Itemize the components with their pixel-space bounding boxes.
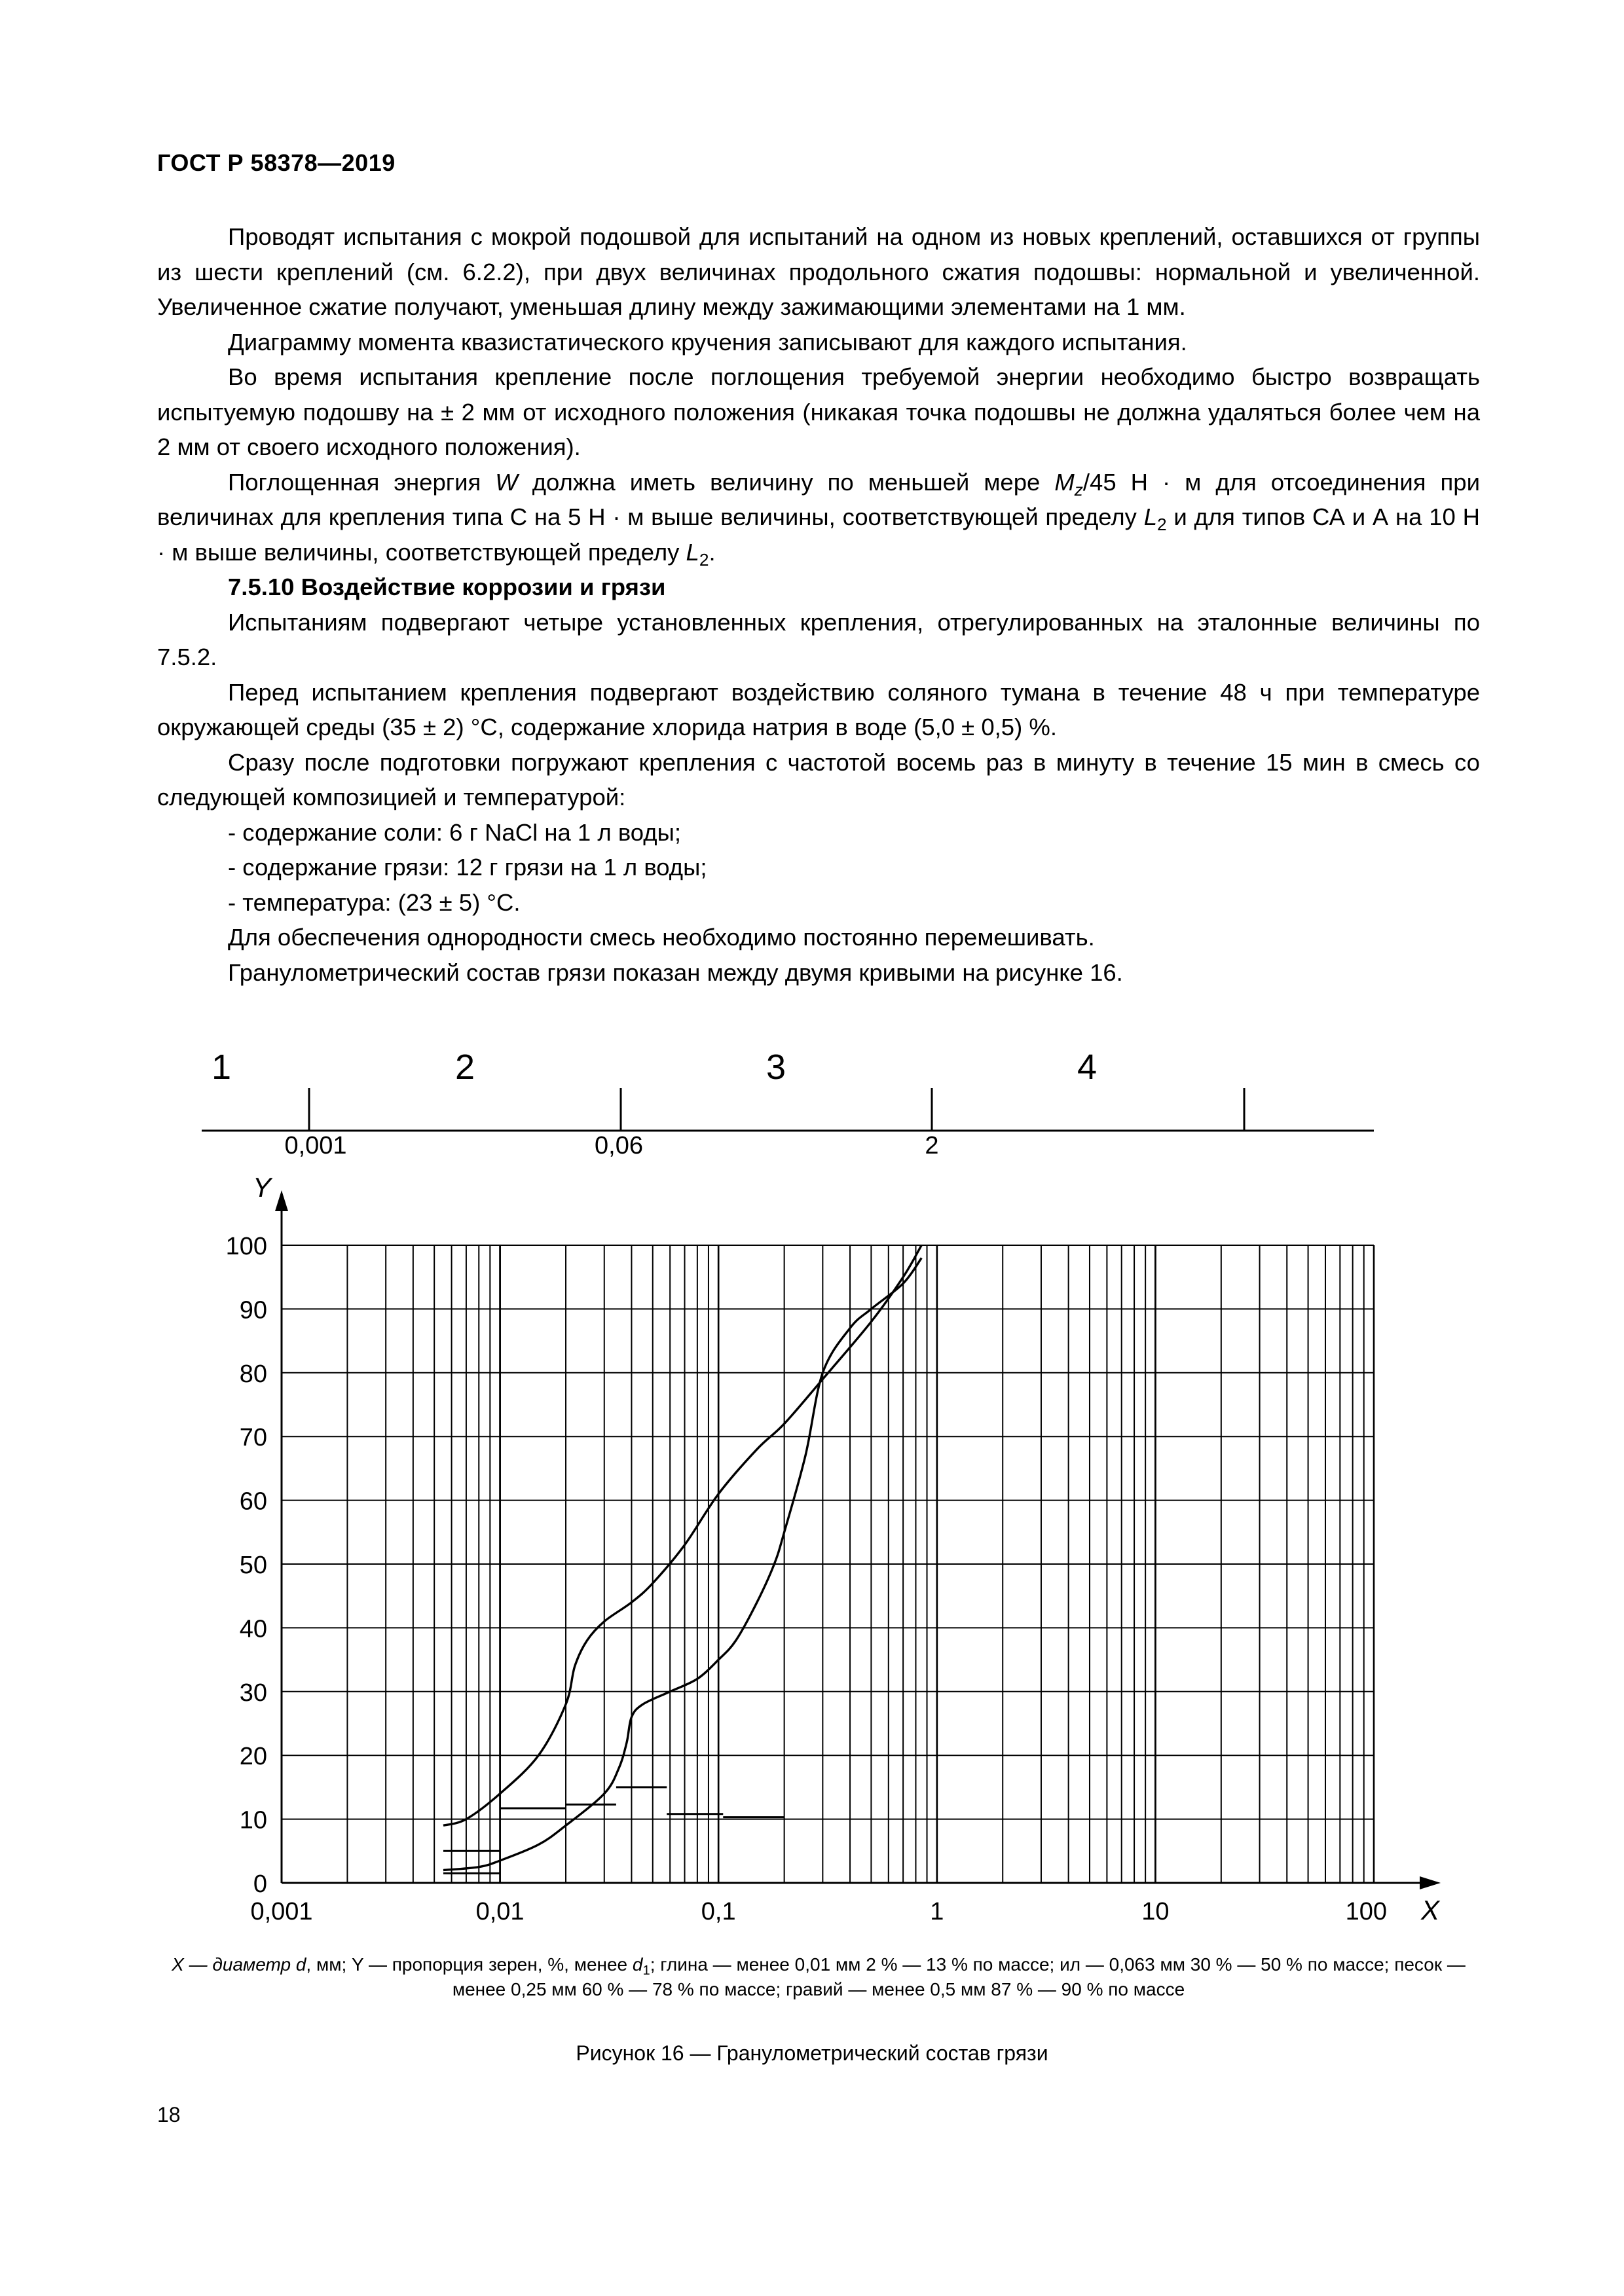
y-tick-label: 90 (239, 1296, 267, 1324)
zone-label: 4 (1077, 1048, 1098, 1087)
x-tick-label: 0,01 (475, 1898, 525, 1925)
zone-boundary-label: 0,001 (284, 1132, 347, 1159)
zone-label: 1 (211, 1048, 232, 1087)
zone-label: 3 (766, 1048, 786, 1087)
paragraph: Перед испытанием крепления подвергают воздействию соляного тумана в течение 48 ч при температуре окружающей среды (35 ± 2) °С, содержание хлорида натрия в воде (5,0 ± 0,5) %. (157, 678, 1480, 740)
step-lines (443, 1787, 784, 1873)
x-tick-label: 1 (930, 1898, 944, 1925)
y-tick-label: 10 (239, 1806, 267, 1834)
tick-labels (226, 1233, 1387, 1925)
y-axis-arrow (275, 1190, 288, 1211)
y-tick-label: 20 (239, 1743, 267, 1771)
page-number: 18 (157, 2103, 181, 2126)
paragraph: Для обеспечения однородности смесь необходимо постоянно перемешивать. (228, 924, 1095, 951)
x-axis-label: X (1421, 1895, 1440, 1925)
chart-axes (253, 1172, 1441, 1925)
y-tick-label: 30 (239, 1679, 267, 1707)
x-tick-label: 0,1 (701, 1898, 736, 1925)
y-tick-label: 60 (239, 1487, 267, 1516)
list-item: - содержание соли: 6 г NaCl на 1 л воды; (228, 818, 681, 846)
x-tick-label: 10 (1141, 1898, 1170, 1925)
y-axis-label: Y (253, 1172, 272, 1203)
figure-note: X — диаметр d, мм; Y — пропорция зерен, %, менее $d_1$; глина — менее 0,01 мм 2 % — 13 % по массе; ил — 0,063 мм 30 % — 50 % по массе; песок — менее 0,25 мм 60 % — 78 % по массе; гравий — менее 0,5 мм 87 % — 90 % по массе (172, 1954, 1466, 1999)
figure-caption: Рисунок 16 — Гранулометрический состав грязи (576, 2041, 1048, 2065)
zone-scale (202, 1048, 1374, 1159)
zone-boundary-label: 0,06 (595, 1132, 643, 1159)
paragraph-energy: Поглощенная энергия W должна иметь величину по меньшей мере $M_z/45$ Н · м для отсоединения при величинах для крепления типа С на 5 Н · м выше величины, соответствующей пределу $L_2$ и для типов СА и А на 10 Н · м выше величины, соответствующей пределу $L_2$. (157, 468, 1480, 570)
chart-grid (282, 1245, 1374, 1883)
body-text (157, 219, 1480, 990)
y-tick-label: 0 (253, 1870, 267, 1898)
paragraph: Диаграмму момента квазистатического кручения записывают для каждого испытания. (228, 328, 1187, 355)
x-tick-label: 0,001 (250, 1898, 313, 1925)
y-tick-label: 100 (225, 1233, 267, 1260)
zone-boundary-label: 2 (925, 1132, 939, 1159)
granulometric-chart (0, 1021, 1624, 1951)
paragraph: Проводят испытания с мокрой подошвой для испытаний на одном из новых креплений, оставшихся от группы из шести креплений (см. 6.2.2), при двух величинах продольного сжатия подошвы: нормальной и увеличенной. Увеличенное сжатие получают, уменьшая длину между зажимающими элементами на 1 мм. (157, 223, 1480, 320)
zone-label: 2 (454, 1048, 475, 1087)
list-item: - содержание грязи: 12 г грязи на 1 л воды; (228, 854, 707, 881)
paragraph: Испытаниям подвергают четыре установленных крепления, отрегулированных на эталонные величины по 7.5.2. (157, 608, 1480, 670)
section-heading: 7.5.10 Воздействие коррозии и грязи (228, 574, 666, 600)
paragraph: Во время испытания крепление после поглощения требуемой энергии необходимо быстро возвращать испытуемую подошву на ± 2 мм от исходного положения (никакая точка подошвы не должна удаляться более чем на 2 мм от своего исходного положения). (157, 363, 1480, 460)
x-axis-arrow (1420, 1876, 1441, 1889)
y-tick-label: 50 (239, 1552, 267, 1579)
y-tick-label: 40 (239, 1615, 267, 1643)
list-item: - температура: (23 ± 5) °С. (228, 888, 521, 916)
paragraph: Сразу после подготовки погружают крепления с частотой восемь раз в минуту в течение 15 мин в смесь со следующей композицией и температурой: (157, 748, 1480, 811)
y-tick-label: 80 (239, 1360, 267, 1388)
y-tick-label: 70 (239, 1424, 267, 1452)
x-tick-label: 100 (1345, 1898, 1387, 1925)
document-header: ГОСТ Р 58378—2019 (157, 149, 396, 176)
paragraph: Гранулометрический состав грязи показан между двумя кривыми на рисунке 16. (228, 958, 1123, 986)
